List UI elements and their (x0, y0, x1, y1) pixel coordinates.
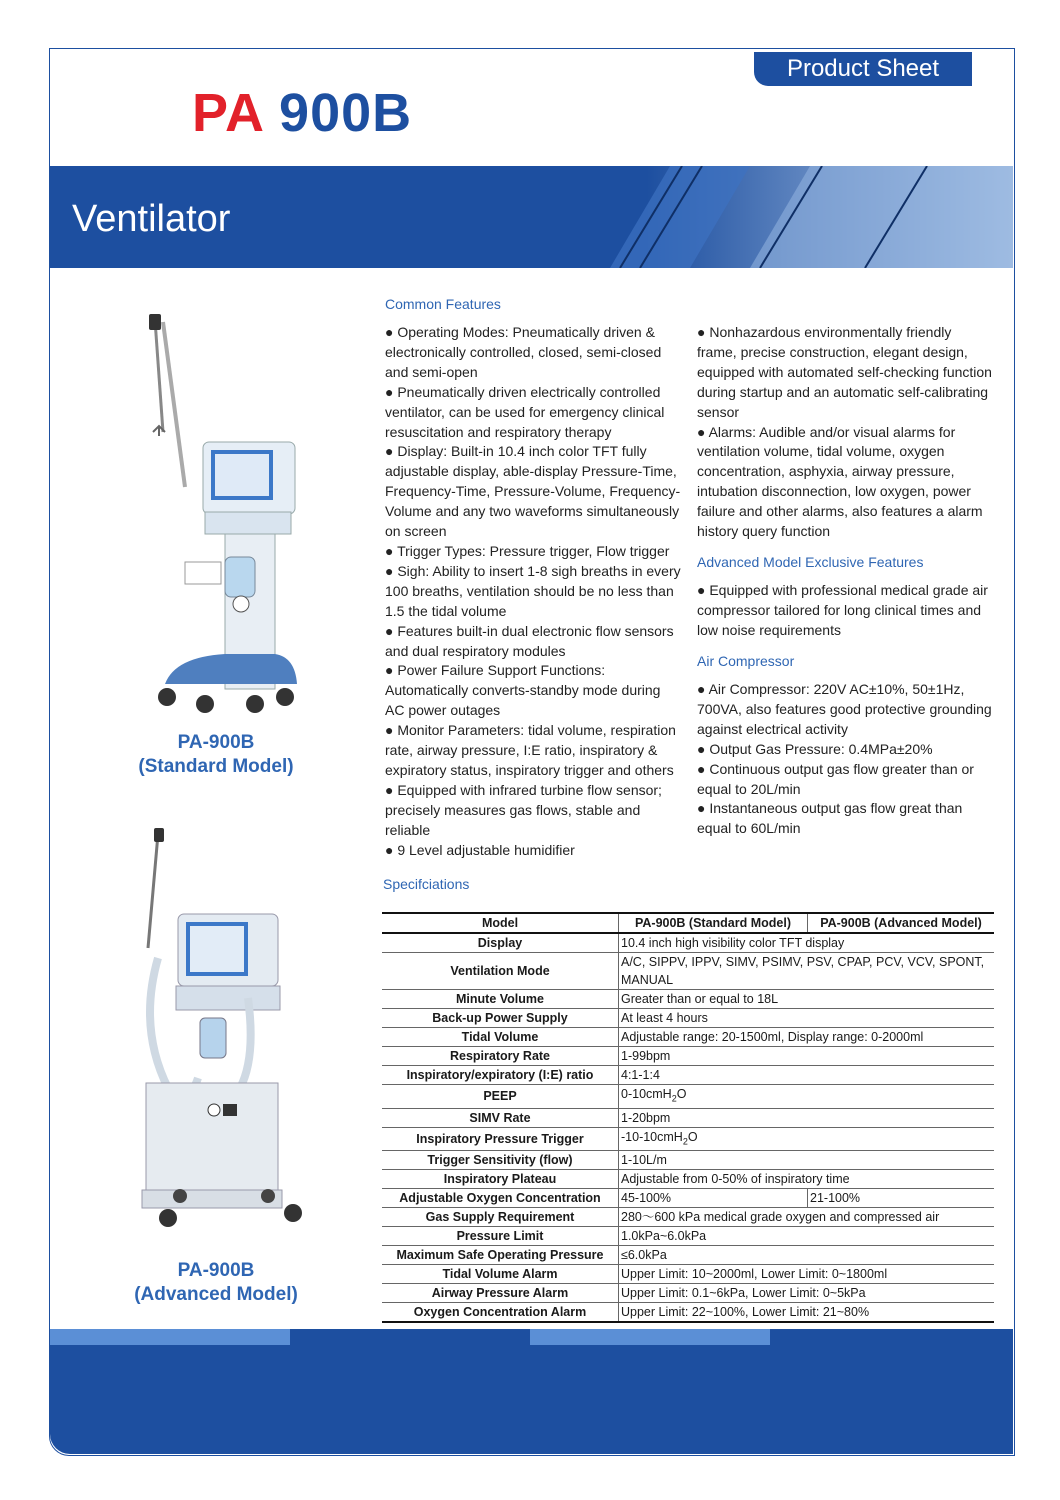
feature-item: ● Trigger Types: Pressure trigger, Flow trigger (385, 542, 670, 559)
feature-item: ● Output Gas Pressure: 0.4MPa±20% (697, 740, 933, 757)
spec-value (619, 1085, 995, 1109)
table-row (382, 1170, 994, 1189)
spec-key: Display (382, 933, 619, 953)
model-name: PA-900B (177, 1260, 255, 1281)
table-row (382, 1127, 994, 1151)
model-name: PA-900B (177, 732, 255, 753)
model-label-advanced (96, 1259, 336, 1307)
feature-item: ● Continuous output gas flow greater than or equal to 20L/min (697, 760, 974, 797)
spec-value-subscript: 2 (671, 1093, 677, 1104)
feature-item: ● 9 Level adjustable humidifier (385, 841, 575, 858)
feature-item: ● Power Failure Support Functions: Automatically converts-standby mode during AC power outages (385, 662, 661, 719)
common-features-left (385, 323, 683, 860)
feature-item: ● Monitor Parameters: tidal volume, respiration rate, airway pressure, I:E ratio, inspiratory & expiratory status, inspiratory trigger and others (385, 722, 676, 778)
spec-key: Gas Supply Requirement (382, 1208, 619, 1227)
spec-key: Respiratory Rate (382, 1047, 619, 1066)
spec-key: Tidal Volume (382, 1028, 619, 1047)
heading-advanced-features: Advanced Model Exclusive Features (697, 554, 924, 570)
feature-item: ● Display: Built-in 10.4 inch color TFT fully adjustable display, able-display Pressure-Time, Frequency-Time, Pressure-Volume, Frequency-Volume and any two waveforms simultaneously on screen (385, 443, 681, 540)
table-row (382, 1284, 994, 1303)
advanced-features-list (697, 581, 993, 641)
header-cell: Model (382, 913, 619, 933)
spec-key: Back-up Power Supply (382, 1009, 619, 1028)
spec-value: ≤6.0kPa (619, 1246, 995, 1265)
spec-key: Pressure Limit (382, 1227, 619, 1246)
model-variant: (Standard Model) (138, 756, 294, 777)
spec-key: SIMV Rate (382, 1108, 619, 1127)
feature-item: ● Operating Modes: Pneumatically driven & electronically controlled, closed, semi-closed and semi-open (385, 324, 662, 380)
spec-key: Inspiratory Plateau (382, 1170, 619, 1189)
spec-key: Ventilation Mode (382, 953, 619, 990)
spec-value-tail: O (687, 1129, 698, 1144)
spec-value: Adjustable range: 20-1500ml, Display range: 0-2000ml (619, 1028, 995, 1047)
feature-item: ● Sigh: Ability to insert 1-8 sigh breaths in every 100 breaths, ventilation should be no less than 1.5 the tidal volume (385, 562, 681, 619)
feature-item: ● Instantaneous output gas flow great than equal to 60L/min (697, 800, 963, 837)
spec-value: 1.0kPa~6.0kPa (619, 1227, 995, 1246)
spec-value: 1-10L/m (619, 1151, 995, 1170)
spec-value: Adjustable from 0-50% of inspiratory time (619, 1170, 995, 1189)
spec-key: Inspiratory/expiratory (I:E) ratio (382, 1066, 619, 1085)
feature-item: ● Air Compressor: 220V AC±10%, 50±1Hz, 700VA, also features good protective grounding against electrical activity (697, 681, 992, 737)
heading-common-features: Common Features (385, 296, 501, 312)
spec-value: A/C, SIPPV, IPPV, SIMV, PSIMV, PSV, CPAP, PCV, VCV, SPONT, MANUAL (619, 953, 995, 990)
spec-key: Maximum Safe Operating Pressure (382, 1246, 619, 1265)
table-row (382, 1189, 994, 1208)
feature-item: ● Equipped with professional medical grade air compressor tailored for long clinical times and low noise requirements (697, 582, 988, 638)
spec-key: PEEP (382, 1085, 619, 1109)
spec-value: 45-100% (619, 1189, 808, 1208)
brand-pa: PA (192, 83, 264, 143)
air-compressor-list (697, 680, 993, 839)
ventilator-standard-image (145, 312, 305, 727)
table-row (382, 1009, 994, 1028)
model-variant: (Advanced Model) (134, 1284, 298, 1305)
spec-value (619, 1127, 995, 1151)
feature-item: ● Alarms: Audible and/or visual alarms for ventilation volume, tidal volume, oxygen concentration, asphyxia, airway pressure, intubation disconnection, low oxygen, power failure and other alarms, also features a alarm history query function (697, 423, 983, 540)
table-row (382, 1108, 994, 1127)
spec-value: 21-100% (808, 1189, 995, 1208)
footer-band (50, 1329, 1013, 1454)
heading-air-compressor: Air Compressor (697, 653, 795, 669)
spec-key: Trigger Sensitivity (flow) (382, 1151, 619, 1170)
feature-item: ● Features built-in dual electronic flow sensors and dual respiratory modules (385, 622, 674, 659)
spec-key: Airway Pressure Alarm (382, 1284, 619, 1303)
banner-title: Ventilator (72, 198, 231, 240)
header-cell: PA-900B (Standard Model) (619, 913, 808, 933)
table-row (382, 1066, 994, 1085)
ventilator-advanced-image (128, 828, 308, 1236)
spec-value: Upper Limit: 0.1~6kPa, Lower Limit: 0~5kPa (619, 1284, 995, 1303)
brand-logo (192, 82, 412, 144)
product-sheet-tab: Product Sheet (754, 52, 972, 86)
table-row (382, 1303, 994, 1323)
table-row (382, 1208, 994, 1227)
spec-key: Adjustable Oxygen Concentration (382, 1189, 619, 1208)
header-cell: PA-900B (Advanced Model) (808, 913, 995, 933)
spec-value: Upper Limit: 10~2000ml, Lower Limit: 0~1800ml (619, 1265, 995, 1284)
feature-item: ● Nonhazardous environmentally friendly frame, precise construction, elegant design, equipped with automated self-checking function during startup and an automatic self-calibrating sensor (697, 324, 992, 420)
spec-value: At least 4 hours (619, 1009, 995, 1028)
spec-value-text: -10-10cmH (621, 1129, 683, 1144)
brand-model-number: 900B (279, 83, 413, 143)
table-row (382, 933, 994, 953)
heading-specifications: Specifciations (383, 876, 470, 892)
table-row (382, 1265, 994, 1284)
spec-value-text: 0-10cmH (621, 1087, 672, 1101)
spec-key: Oxygen Concentration Alarm (382, 1303, 619, 1323)
table-row (382, 1227, 994, 1246)
specifications-table (382, 912, 994, 1323)
spec-value-tail: O (676, 1087, 687, 1101)
table-row (382, 1085, 994, 1109)
spec-key: Inspiratory Pressure Trigger (382, 1127, 619, 1151)
spec-value: 4:1-1:4 (619, 1066, 995, 1085)
table-header-row (382, 913, 994, 933)
spec-key: Tidal Volume Alarm (382, 1265, 619, 1284)
spec-value-subscript: 2 (682, 1136, 688, 1146)
model-label-standard (96, 731, 336, 779)
spec-key: Minute Volume (382, 990, 619, 1009)
spec-value: Greater than or equal to 18L (619, 990, 995, 1009)
spec-value: 280～600 kPa medical grade oxygen and compressed air (619, 1208, 995, 1227)
table-row (382, 1028, 994, 1047)
table-row (382, 990, 994, 1009)
feature-item: ● Equipped with infrared turbine flow sensor; precisely measures gas flows, stable and reliable (385, 781, 662, 838)
table-row (382, 1047, 994, 1066)
table-row (382, 1246, 994, 1265)
spec-value: 10.4 inch high visibility color TFT display (619, 933, 995, 953)
spec-value: Upper Limit: 22~100%, Lower Limit: 21~80% (619, 1303, 995, 1323)
spec-value: 1-20bpm (619, 1108, 995, 1127)
table-row (382, 953, 994, 990)
table-row (382, 1151, 994, 1170)
spec-value: 1-99bpm (619, 1047, 995, 1066)
common-features-right (697, 323, 993, 542)
feature-item: ● Pneumatically driven electrically controlled ventilator, can be used for emergency clinical resuscitation and respiratory therapy (385, 383, 665, 440)
